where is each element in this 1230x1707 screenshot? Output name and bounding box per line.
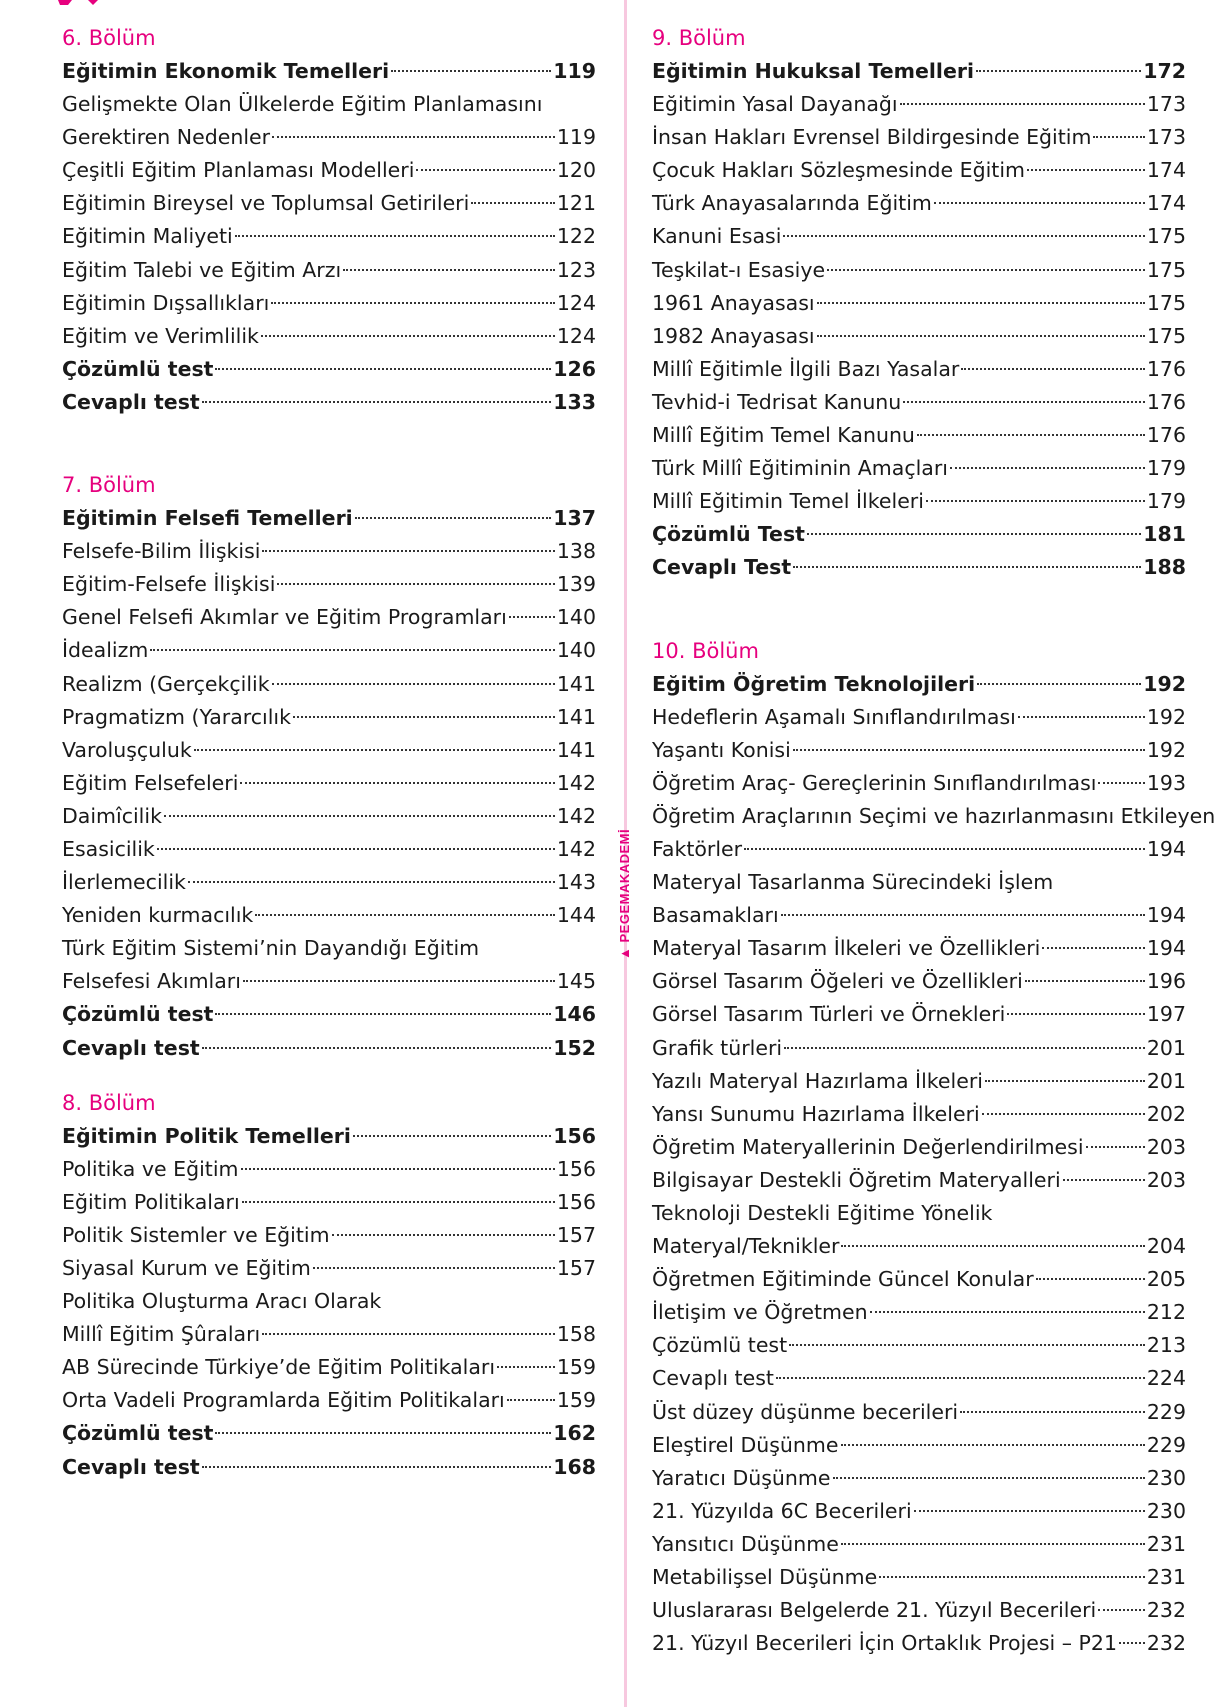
toc-entry[interactable]: Uluslararası Belgelerde 21. Yüzyıl Becerileri 232: [652, 1598, 1186, 1623]
toc-entry[interactable]: Esasicilik 142: [62, 836, 596, 861]
toc-entry[interactable]: Felsefesi Akımları 145: [62, 969, 596, 994]
toc-entry[interactable]: Hedeflerin Aşamalı Sınıflandırılması 192: [652, 704, 1186, 729]
toc-entry[interactable]: Eğitimin Hukuksal Temelleri 172: [652, 59, 1186, 83]
toc-entry[interactable]: Materyal/Teknikler 204: [652, 1234, 1186, 1259]
toc-entry-continued: Gelişmekte Olan Ülkelerde Eğitim Planlamasını: [62, 92, 543, 117]
toc-entry[interactable]: Çözümlü test 213: [652, 1333, 1186, 1358]
toc-entry[interactable]: AB Sürecinde Türkiye’de Eğitim Politikaları 159: [62, 1355, 596, 1380]
section-7-title: 7. Bölüm: [62, 473, 156, 498]
toc-entry[interactable]: Faktörler 194: [652, 836, 1186, 861]
toc-entry[interactable]: Tevhid-i Tedrisat Kanunu 176: [652, 389, 1186, 414]
toc-entry[interactable]: Eleştirel Düşünme 229: [652, 1432, 1186, 1457]
toc-entry[interactable]: Yansıtıcı Düşünme 231: [652, 1531, 1186, 1556]
toc-entry[interactable]: Teşkilat-ı Esasiye 175: [652, 257, 1186, 282]
toc-entry[interactable]: Türk Millî Eğitiminin Amaçları 179: [652, 456, 1186, 481]
toc-entry[interactable]: Çözümlü test 162: [62, 1421, 596, 1446]
toc-entry[interactable]: Cevaplı Test 188: [652, 555, 1186, 580]
toc-entry[interactable]: Öğretim Materyallerinin Değerlendirilmesi 203: [652, 1134, 1186, 1159]
toc-entry[interactable]: Yazılı Materyal Hazırlama İlkeleri 201: [652, 1068, 1186, 1093]
toc-entry[interactable]: Materyal Tasarım İlkeleri ve Özellikleri 194: [652, 936, 1186, 961]
toc-entry[interactable]: İlerlemecilik 143: [62, 870, 596, 895]
toc-entry[interactable]: Eğitim Talebi ve Eğitim Arzı 123: [62, 257, 596, 282]
toc-entry[interactable]: 1982 Anayasası 175: [652, 323, 1186, 348]
toc-entry[interactable]: Çözümlü test 146: [62, 1002, 596, 1027]
toc-entry[interactable]: Grafik türleri 201: [652, 1035, 1186, 1060]
toc-entry[interactable]: Yaşantı Konisi 192: [652, 737, 1186, 762]
brand-text: ▲ PEGEMAKADEMİ: [617, 828, 632, 960]
section-9-title: 9. Bölüm: [652, 26, 746, 50]
toc-entry[interactable]: Millî Eğitimin Temel İlkeleri 179: [652, 489, 1186, 514]
toc-entry-continued: Materyal Tasarlanma Sürecindeki İşlem: [652, 870, 1054, 895]
toc-entry[interactable]: Orta Vadeli Programlarda Eğitim Politikaları 159: [62, 1388, 596, 1413]
section-10-title: 10. Bölüm: [652, 638, 759, 663]
toc-entry[interactable]: Eğitimin Bireysel ve Toplumsal Getirileri 121: [62, 191, 596, 216]
toc-entry[interactable]: Millî Eğitim Temel Kanunu 176: [652, 423, 1186, 448]
toc-entry[interactable]: Millî Eğitim Şûraları 158: [62, 1322, 596, 1347]
toc-entry[interactable]: Cevaplı test 133: [62, 389, 596, 414]
toc-entry[interactable]: Eğitim Felsefeleri 142: [62, 770, 596, 795]
toc-entry[interactable]: Öğretmen Eğitiminde Güncel Konular 205: [652, 1267, 1186, 1292]
toc-entry[interactable]: Çözümlü Test 181: [652, 522, 1186, 547]
toc-entry[interactable]: 21. Yüzyıl Becerileri İçin Ortaklık Projesi – P21 232: [652, 1631, 1186, 1656]
toc-entry[interactable]: Türk Anayasalarında Eğitim 174: [652, 191, 1186, 216]
toc-entry[interactable]: Yeniden kurmacılık 144: [62, 903, 596, 928]
toc-entry[interactable]: Bilgisayar Destekli Öğretim Materyalleri 203: [652, 1167, 1186, 1192]
toc-entry[interactable]: Eğitim-Felsefe İlişkisi 139: [62, 572, 596, 597]
toc-entry-continued: Teknoloji Destekli Eğitime Yönelik: [652, 1201, 993, 1225]
toc-entry[interactable]: Cevaplı test 152: [62, 1035, 596, 1060]
toc-entry-continued: Politika Oluşturma Aracı Olarak: [62, 1289, 382, 1314]
toc-entry[interactable]: İletişim ve Öğretmen 212: [652, 1300, 1186, 1325]
toc-entry-continued: Öğretim Araçlarının Seçimi ve hazırlanmasını Etkileyen: [652, 803, 1216, 828]
toc-entry[interactable]: Görsel Tasarım Öğeleri ve Özellikleri 196: [652, 969, 1186, 994]
section-8-title: 8. Bölüm: [62, 1090, 156, 1115]
toc-entry[interactable]: Politika ve Eğitim 156: [62, 1156, 596, 1181]
toc-entry[interactable]: Yaratıcı Düşünme 230: [652, 1465, 1186, 1490]
toc-entry[interactable]: Varoluşçuluk 141: [62, 737, 596, 762]
toc-entry[interactable]: Eğitimin Felsefi Temelleri 137: [62, 506, 596, 531]
toc-entry[interactable]: Daimîcilik 142: [62, 803, 596, 828]
toc-entry[interactable]: Gerektiren Nedenler 119: [62, 125, 596, 150]
toc-entry[interactable]: Siyasal Kurum ve Eğitim 157: [62, 1256, 596, 1280]
toc-entry[interactable]: Eğitimin Dışsallıkları 124: [62, 290, 596, 315]
toc-entry[interactable]: Eğitimin Maliyeti 122: [62, 224, 596, 249]
toc-right-column: [652, 22, 1216, 1660]
toc-entry[interactable]: İdealizm 140: [62, 638, 596, 663]
toc-entry[interactable]: Çocuk Hakları Sözleşmesinde Eğitim 174: [652, 158, 1186, 183]
toc-entry[interactable]: 1961 Anayasası 175: [652, 290, 1186, 315]
toc-entry[interactable]: Eğitim Politikaları 156: [62, 1189, 596, 1214]
toc-entry[interactable]: 21. Yüzyılda 6C Becerileri 230: [652, 1498, 1186, 1523]
toc-entry-continued: Türk Eğitim Sistemi’nin Dayandığı Eğitim: [62, 936, 480, 961]
toc-entry[interactable]: Eğitimin Ekonomik Temelleri 119: [62, 59, 596, 83]
toc-entry[interactable]: Pragmatizm (Yararcılık 141: [62, 704, 596, 729]
toc-entry[interactable]: İnsan Hakları Evrensel Bildirgesinde Eğitim 173: [652, 125, 1186, 150]
toc-entry[interactable]: Eğitimin Politik Temelleri 156: [62, 1123, 596, 1148]
toc-entry[interactable]: Kanuni Esasi 175: [652, 224, 1186, 249]
toc-entry[interactable]: Öğretim Araç- Gereçlerinin Sınıflandırılması 193: [652, 770, 1186, 795]
toc-entry[interactable]: Genel Felsefi Akımlar ve Eğitim Programları 140: [62, 605, 596, 630]
toc-entry[interactable]: Metabilişsel Düşünme 231: [652, 1565, 1186, 1590]
toc-left-column: [62, 22, 596, 1484]
brand-vertical: [613, 760, 637, 960]
brand-logo-icon: ▲: [617, 942, 632, 960]
toc-entry[interactable]: Eğitimin Yasal Dayanağı 173: [652, 92, 1186, 117]
toc-entry[interactable]: Eğitim Öğretim Teknolojileri 192: [652, 671, 1186, 696]
toc-entry[interactable]: Millî Eğitimle İlgili Bazı Yasalar 176: [652, 356, 1186, 381]
toc-entry[interactable]: Politik Sistemler ve Eğitim 157: [62, 1222, 596, 1247]
toc-entry[interactable]: Görsel Tasarım Türleri ve Örnekleri 197: [652, 1002, 1186, 1027]
top-ornament: [58, 0, 128, 6]
toc-entry[interactable]: Çeşitli Eğitim Planlaması Modelleri 120: [62, 158, 596, 183]
toc-entry[interactable]: Felsefe-Bilim İlişkisi 138: [62, 539, 596, 564]
toc-entry[interactable]: Çözümlü test 126: [62, 356, 596, 381]
section-6-title: 6. Bölüm: [62, 26, 156, 50]
toc-entry[interactable]: Üst düzey düşünme becerileri 229: [652, 1399, 1186, 1424]
toc-entry[interactable]: Realizm (Gerçekçilik 141: [62, 671, 596, 696]
toc-entry[interactable]: Cevaplı test 168: [62, 1454, 596, 1479]
toc-entry[interactable]: Yansı Sunumu Hazırlama İlkeleri 202: [652, 1101, 1186, 1126]
toc-entry[interactable]: Cevaplı test 224: [652, 1366, 1186, 1391]
toc-entry[interactable]: Eğitim ve Verimlilik 124: [62, 323, 596, 348]
toc-entry[interactable]: Basamakları 194: [652, 903, 1186, 928]
